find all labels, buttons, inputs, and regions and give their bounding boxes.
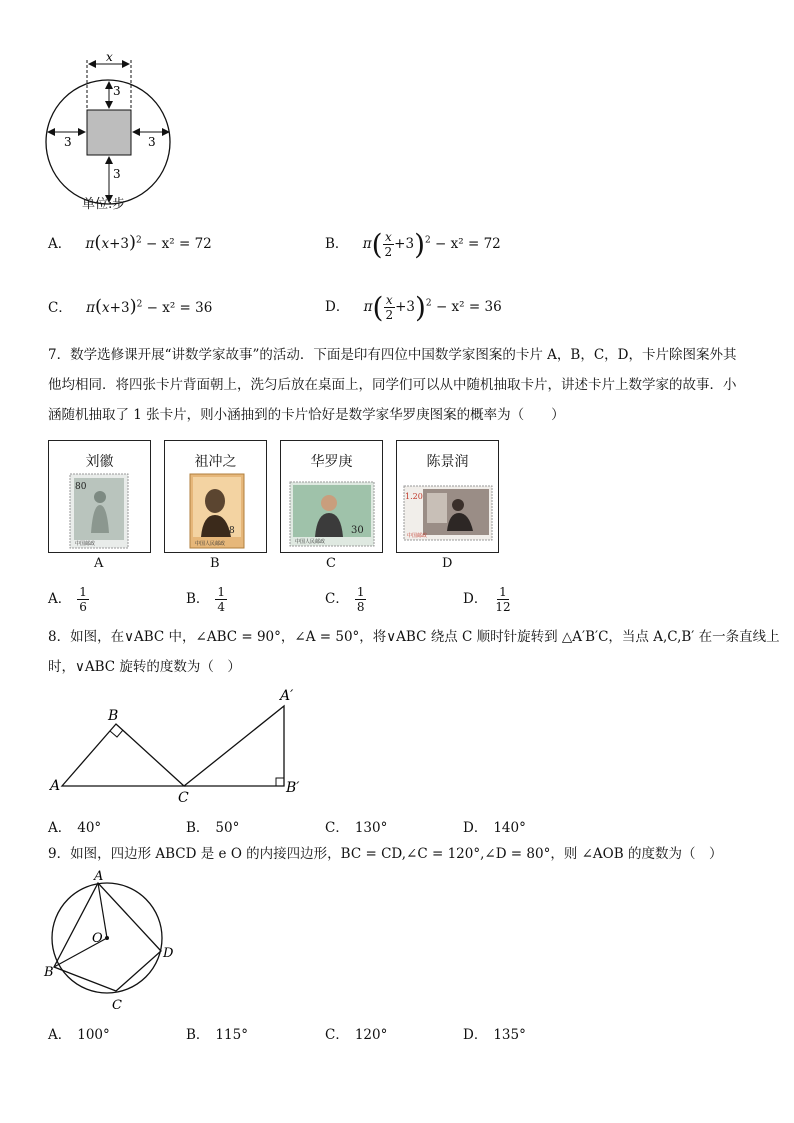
svg-text:8: 8 [229, 526, 235, 536]
svg-text:中国人民邮政: 中国人民邮政 [195, 541, 226, 547]
svg-text:中国邮政: 中国邮政 [75, 541, 96, 547]
card-c-letter: C [326, 556, 336, 571]
card-a-name: 刘徽 [85, 454, 114, 470]
q9-label-c: C [112, 998, 122, 1013]
q9-option-a[interactable]: A． 100° [48, 1027, 110, 1043]
q9-option-d[interactable]: D． 135° [463, 1027, 526, 1043]
q8-line-1: 8．如图，在∨ABC 中，∠ABC = 90°，∠A = 50°，将∨ABC 绕点 C 顺时针旋转到 △A′B′C，当点 A,C,B′ 在一条直线上 [48, 629, 780, 645]
q6-bottom-label: 3 [113, 167, 121, 181]
q8-label-c: C [178, 790, 189, 806]
q9-line-1: 9．如图，四边形 ABCD 是 e O 的内接四边形，BC = CD,∠C = 120°,∠D = 80°，则 ∠AOB 的度数为（ ） [48, 846, 723, 862]
card-a-stamp [69, 473, 131, 549]
q8-triangle-diagram [40, 682, 320, 812]
q9-circle-diagram [40, 866, 190, 1016]
q6-option-a[interactable]: A． $\pi(x+3)^2 - x^2 = 72$ [48, 232, 212, 253]
q7-option-a[interactable]: A． $\frac{1}{6}$ [48, 585, 87, 614]
q9-label-o: O [92, 931, 103, 946]
q8-option-b[interactable]: B． 50° [186, 820, 240, 836]
card-d-letter: D [442, 556, 453, 571]
card-a [48, 440, 151, 553]
card-c-name: 华罗庚 [310, 454, 353, 470]
q6-x-label: x [106, 50, 113, 64]
q8-option-d[interactable]: D． 140° [463, 820, 526, 836]
q8-triangle-abc [62, 724, 184, 786]
q8-triangle-a2b2c [184, 706, 284, 786]
card-b-letter: B [210, 556, 220, 571]
svg-text:1.20: 1.20 [405, 492, 423, 501]
q9-label-d: D [163, 946, 174, 961]
q6-left-label: 3 [64, 135, 72, 149]
card-b-name: 祖冲之 [194, 454, 237, 470]
card-b [164, 440, 267, 553]
q9-option-c[interactable]: C． 120° [325, 1027, 388, 1043]
q7-option-b[interactable]: B． $\frac{1}{4}$ [186, 585, 226, 614]
q9-label-b: B [44, 965, 54, 980]
q8-label-a-prime: A′ [280, 688, 294, 704]
q7-line-2: 他均相同．将四张卡片背面朝上，洗匀后放在桌面上，同学们可以从中随机抽取卡片，讲述卡片上数学家的故事．小 [48, 377, 737, 393]
q6-square [87, 110, 131, 155]
q8-label-b: B [108, 708, 119, 724]
q9-label-a: A [94, 869, 104, 884]
card-c-stamp [289, 481, 375, 547]
card-a-letter: A [94, 556, 104, 571]
q8-option-a[interactable]: A． 40° [48, 820, 102, 836]
q8-label-a: A [50, 778, 61, 794]
card-d-stamp [403, 485, 493, 541]
card-c [280, 440, 383, 553]
q6-option-c[interactable]: C． $\pi(x+3)^2 - x^2 = 36$ [48, 296, 213, 317]
q6-option-b[interactable]: B． π( $\frac{x}{2}$ +3)$^2$ − x² = 72 [325, 228, 501, 261]
q7-option-d[interactable]: D． $\frac{1}{12}$ [463, 585, 511, 614]
q9-option-b[interactable]: B． 115° [186, 1027, 248, 1043]
q6-option-d[interactable]: D． π( $\frac{x}{2}$ +3)$^2$ − x² = 36 [325, 291, 502, 324]
q8-line-2: 时，∨ABC 旋转的度数为（ ） [48, 659, 241, 675]
svg-text:中国邮政: 中国邮政 [407, 533, 428, 539]
q6-unit-label: 单位:步 [82, 197, 126, 212]
q7-line-1: 7．数学选修课开展“讲数学家故事”的活动．下面是印有四位中国数学家图案的卡片 A，B，C，D，卡片除图案外其 [48, 347, 737, 363]
q6-right-label: 3 [148, 135, 156, 149]
q7-option-c[interactable]: C． $\frac{1}{8}$ [325, 585, 365, 614]
svg-text:中国人民邮政: 中国人民邮政 [295, 539, 326, 545]
svg-text:30: 30 [351, 525, 364, 536]
card-b-stamp [189, 473, 245, 549]
svg-text:80: 80 [75, 482, 87, 492]
q7-line-3: 涵随机抽取了 1 张卡片，则小涵抽到的卡片恰好是数学家华罗庚图案的概率为（ ） [48, 407, 565, 423]
card-d [396, 440, 499, 553]
card-d-name: 陈景润 [426, 454, 469, 470]
q8-label-b-prime: B′ [286, 780, 300, 796]
q8-option-c[interactable]: C． 130° [325, 820, 388, 836]
q6-top-label: 3 [113, 84, 121, 98]
